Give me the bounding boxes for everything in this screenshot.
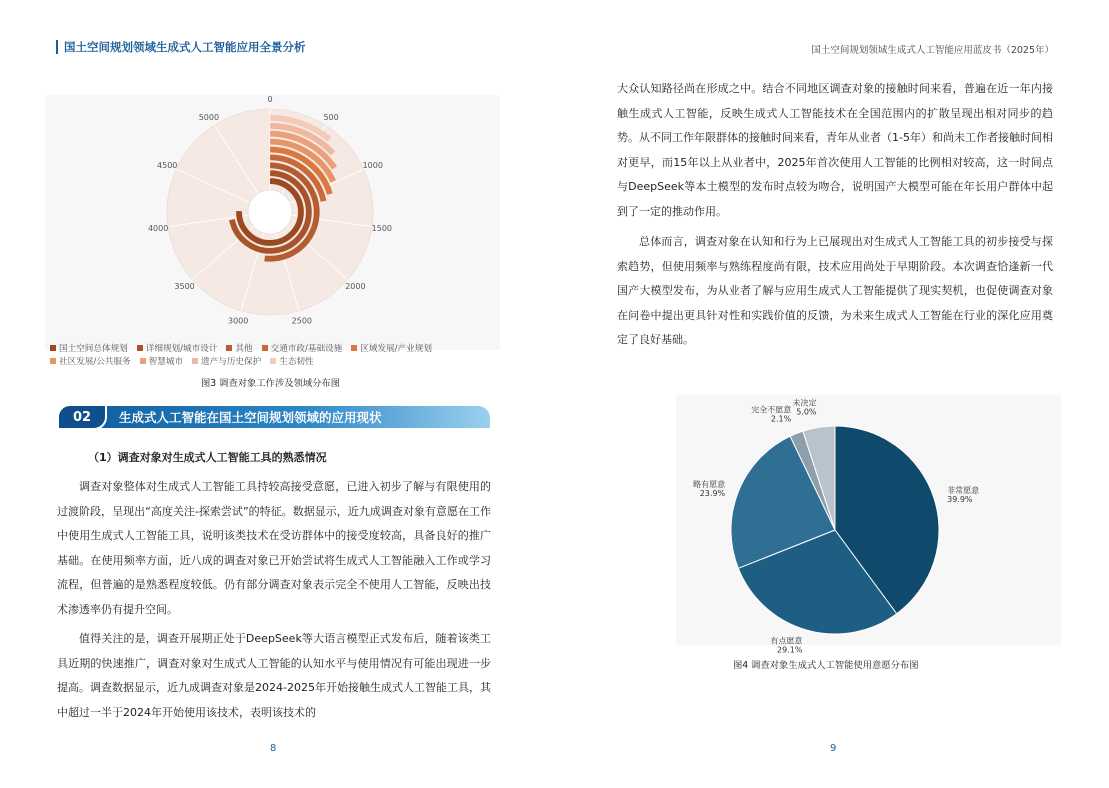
paragraph-text: 总体而言，调查对象在认知和行为上已展现出对生成式人工智能工具的初步接受与探索趋势，但使用频率与熟练程度尚有限，技术应用尚处于早期阶段。本次调查恰逢新一代国产大模型发布，为从业者了解与应用生成式人工智能提供了现实契机，也促使调查对象在问卷中提出更具针对性和实践价值的反馈，为未来生成式人工智能在行业的深化应用奠定了良好基础。 [617, 235, 1053, 346]
pie-slice-label: 略有愿意 [693, 479, 726, 489]
legend-label: 其他 [235, 343, 253, 354]
legend-swatch [270, 358, 276, 364]
legend-swatch [192, 358, 198, 364]
legend-swatch [140, 358, 146, 364]
body-paragraph [617, 230, 1053, 353]
legend-item [137, 342, 218, 354]
legend-item [50, 342, 128, 354]
pie-slice-label: 未决定 [792, 398, 817, 408]
pie-slice-value: 39.9% [947, 495, 973, 505]
legend-swatch [262, 345, 268, 351]
pie-slice-value: 5.0% [796, 407, 817, 417]
angle-tick-label: 3500 [174, 281, 195, 291]
pie-slice-value: 23.9% [699, 488, 726, 498]
legend-item [140, 355, 183, 367]
figure4-panel [676, 395, 1061, 655]
radial-bar-chart [45, 95, 500, 350]
legend-label: 社区发展/公共服务 [59, 356, 131, 367]
legend-item [351, 342, 432, 354]
legend-swatch [137, 345, 143, 351]
legend-row [50, 341, 505, 354]
legend-swatch [50, 345, 56, 351]
angle-tick-label: 2500 [291, 316, 313, 326]
legend-label: 智慧城市 [148, 356, 184, 367]
radial-center [248, 190, 292, 234]
legend-label: 详细规划/城市设计 [145, 343, 218, 354]
paragraph-text: 调查对象整体对生成式人工智能工具持较高接受意愿，已进入初步了解与有限使用的过渡阶段，呈现出“高度关注-探索尝试”的特征。数据显示，近九成调查对象有意愿在工作中使用生成式人工智能工具，说明该类技术在受访群体中的接受度较高，具备良好的推广基础。在使用频率方面，近八成的调查对象已开始尝试将生成式人工智能融入工作或学习流程，但普遍的是熟悉程度较低。仍有部分调查对象表示完全不使用人工智能，反映出技术渗透率仍有提升空间。 [57, 480, 491, 616]
legend-swatch [226, 345, 232, 351]
figure3-caption: 图3 调查对象工作涉及领域分布图 [201, 378, 341, 389]
legend-label: 遗产与历史保护 [201, 356, 262, 367]
legend-row [50, 354, 505, 367]
paragraph-text: 值得关注的是，调查开展期正处于DeepSeek等大语言模型正式发布后，随着该类工具近期的快速推广，调查对象对生成式人工智能的认知水平与使用情况有可能出现进一步提高。调查数据显示，近九成调查对象是2024-2025年开始接触生成式人工智能工具，其中超过一半于2024年开始使用该技术，表明该技术的 [57, 632, 491, 719]
running-header-right: 国土空间规划领域生成式人工智能应用蓝皮书（2025年） [811, 45, 1054, 56]
legend-swatch [50, 358, 56, 364]
pie-slice-value: 29.1% [777, 645, 803, 655]
angle-tick-label: 0 [267, 95, 273, 104]
section-number: 02 [57, 404, 107, 430]
pie-slice-value: 2.1% [770, 414, 792, 424]
legend-label: 生态韧性 [279, 356, 314, 367]
legend-item [270, 355, 313, 367]
angle-tick-label: 4500 [157, 161, 178, 171]
section-banner [57, 404, 490, 430]
angle-tick-label: 500 [323, 112, 339, 122]
legend-swatch [351, 345, 357, 351]
pie-slice-label: 有点愿意 [770, 636, 803, 646]
body-paragraph [57, 627, 491, 725]
section-title: 生成式人工智能在国土空间规划领域的应用现状 [119, 410, 382, 425]
page-number-left: 8 [270, 743, 277, 754]
page-number-right: 9 [830, 743, 837, 754]
paragraph-text: 大众认知路径尚在形成之中。结合不同地区调查对象的接触时间来看，普遍在近一年内接触生成式人工智能，反映生成式人工智能技术在全国范围内的扩散呈现出相对同步的趋势。从不同工作年限群体的接触时间来看，青年从业者（1-5年）和尚未工作者接触时间相对更早，而15年以上从业者中，2025年首次使用人工智能的比例相对较高，这一时间点与DeepSeek等本土模型的发布时点较为吻合，说明国产大模型可能在年长用户群体中起到了一定的推动作用。 [617, 82, 1053, 218]
subsection-heading: （1）调查对象对生成式人工智能工具的熟悉情况 [88, 451, 327, 464]
legend-label: 交通市政/基础设施 [270, 343, 343, 354]
legend-label: 国土空间总体规划 [59, 343, 128, 354]
legend-item [262, 342, 343, 354]
angle-tick-label: 5000 [198, 112, 220, 122]
legend-label: 区域发展/产业规划 [360, 343, 432, 354]
legend-item [192, 355, 261, 367]
pie-slice-label: 非常愿意 [947, 486, 980, 496]
figure4-caption: 图4 调查对象生成式人工智能使用意愿分布图 [733, 660, 919, 671]
body-paragraph [57, 475, 491, 622]
pie-chart [676, 395, 1061, 655]
angle-tick-label: 3000 [227, 316, 249, 326]
figure3-legend [50, 341, 505, 367]
angle-tick-label: 1500 [371, 224, 393, 234]
pie-slice-label: 完全不愿意 [751, 405, 792, 415]
legend-item [226, 342, 252, 354]
angle-tick-label: 2000 [345, 281, 366, 291]
legend-item [50, 355, 131, 367]
running-header-left: 国土空间规划领域生成式人工智能应用全景分析 [56, 40, 306, 54]
body-paragraph [617, 77, 1053, 224]
angle-tick-label: 1000 [362, 161, 383, 171]
figure3-panel [45, 95, 500, 350]
angle-tick-label: 4000 [147, 224, 169, 234]
